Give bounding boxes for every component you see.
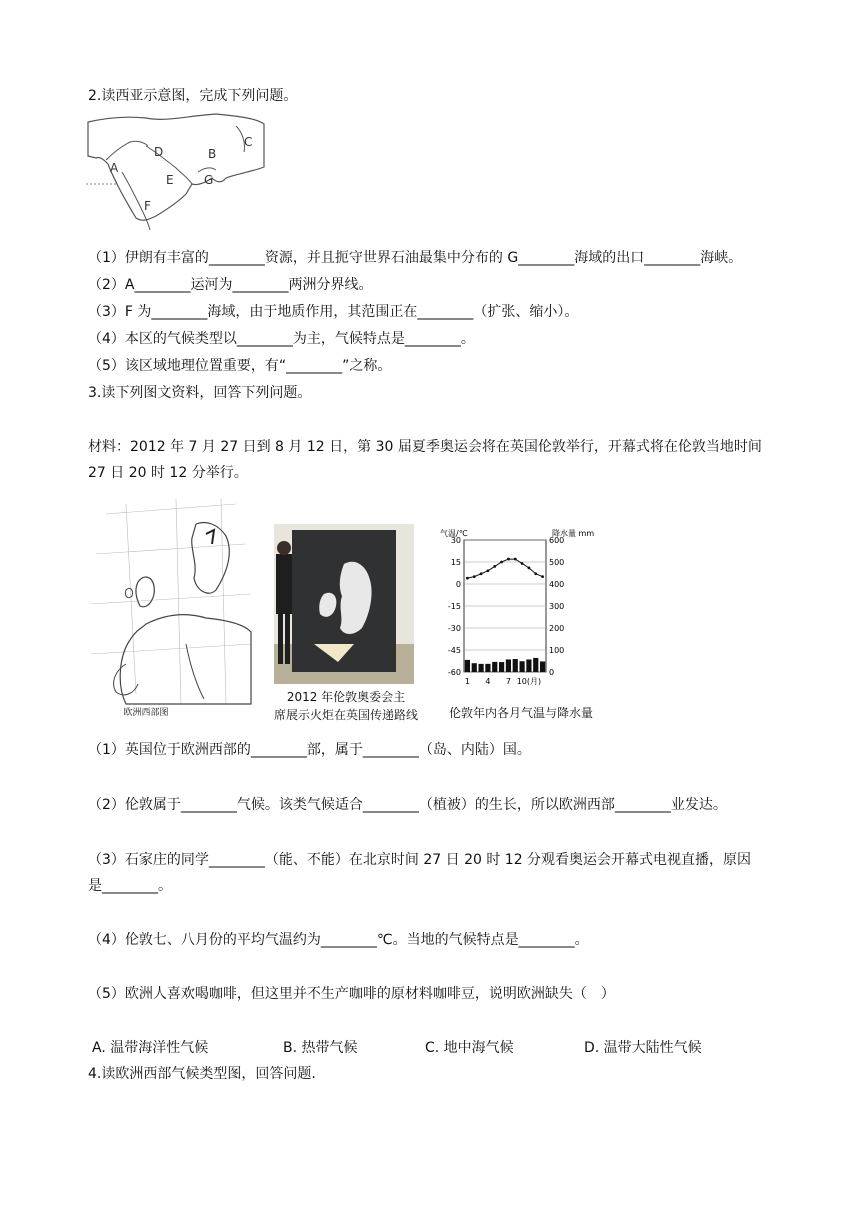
temperature-point <box>507 558 510 561</box>
precip-bar <box>485 664 490 672</box>
temperature-point <box>534 572 537 575</box>
precip-tick-label: 200 <box>549 624 565 633</box>
map-letter-e: E <box>166 173 174 187</box>
q2-item-5: （5）该区域地理位置重要，有“________”之称。 <box>88 358 392 374</box>
temperature-point <box>493 565 496 568</box>
month-tick-label: 10(月) <box>516 677 542 686</box>
month-tick-label: 4 <box>485 677 491 686</box>
precip-bar <box>472 663 477 672</box>
option-a[interactable]: A. 温带海洋性气候 <box>92 1040 209 1056</box>
temp-axis-label: 气温/℃ <box>440 529 468 538</box>
precip-bar <box>540 661 545 672</box>
precip-bar <box>526 659 531 672</box>
torch-caption-line-1: 2012 年伦敦奥委会主 <box>286 690 406 704</box>
western-europe-map <box>86 494 254 724</box>
precip-bar <box>499 662 504 672</box>
temp-tick-label: 30 <box>450 536 461 545</box>
precip-axis-label: 降水量 mm <box>552 529 595 538</box>
map-letter-c: C <box>244 135 253 149</box>
precip-bar <box>492 662 497 672</box>
precip-bar <box>519 661 524 672</box>
temp-tick-label: -15 <box>447 602 461 611</box>
temperature-point <box>541 575 544 578</box>
precip-bar <box>506 659 511 672</box>
q3-item-3: （3）石家庄的同学________（能、不能）在北京时间 27 日 20 时 12 分观看奥运会开幕式电视直播，原因 <box>88 852 752 868</box>
q3-material-line-1: 材料：2012 年 7 月 27 日到 8 月 12 日，第 30 届夏季奥运会将在英国伦敦举行，开幕式将在伦敦当地时间 <box>88 439 762 455</box>
precip-tick-label: 300 <box>549 602 565 611</box>
q3-item-1: （1）英国位于欧洲西部的________部，属于________（岛、内陆）国。 <box>88 742 531 758</box>
torch-caption-line-2: 席展示火炬在英国传递路线 <box>273 708 418 722</box>
precip-tick-label: 100 <box>549 646 565 655</box>
europe-map-caption: 欧洲西部图 <box>123 708 169 718</box>
temperature-point <box>528 566 531 569</box>
west-asia-map <box>86 112 266 242</box>
temp-tick-label: -45 <box>447 646 461 655</box>
q3-item-4: （4）伦敦七、八月份的平均气温约为________℃。当地的气候特点是________。 <box>88 932 589 948</box>
option-d[interactable]: D. 温带大陆性气候 <box>584 1040 702 1056</box>
temperature-point <box>473 575 476 578</box>
map-letter-b: B <box>208 147 217 161</box>
q3-item-3-cont: 是________。 <box>88 878 172 894</box>
torch-route-photo <box>274 524 414 684</box>
option-c[interactable]: C. 地中海气候 <box>425 1040 514 1056</box>
temperature-point <box>480 572 483 575</box>
precip-tick-label: 600 <box>549 536 565 545</box>
temperature-point <box>487 569 490 572</box>
q2-title: 2.读西亚示意图，完成下列问题。 <box>88 88 298 104</box>
climate-chart-caption: 伦敦年内各月气温与降水量 <box>448 706 593 720</box>
precip-bar <box>478 664 483 672</box>
q2-item-4: （4）本区的气候类型以________为主，气候特点是________。 <box>88 331 475 347</box>
precip-bar <box>513 659 518 672</box>
temperature-point <box>500 561 503 564</box>
q3-material-line-2: 27 日 20 时 12 分举行。 <box>88 465 248 481</box>
q4-title: 4.读欧洲西部气候类型图，回答问题. <box>88 1066 316 1082</box>
month-tick-label: 1 <box>464 677 470 686</box>
option-b[interactable]: B. 热带气候 <box>283 1040 358 1056</box>
map-letter-f: F <box>144 199 151 213</box>
precip-bar <box>533 658 538 672</box>
map-letter-g: G <box>204 173 214 187</box>
q3-title: 3.读下列图文资料，回答下列问题。 <box>88 385 312 401</box>
q3-item-5: （5）欧洲人喜欢喝咖啡，但这里并不生产咖啡的原材料咖啡豆，说明欧洲缺失（ ） <box>88 986 615 1002</box>
temp-tick-label: -30 <box>447 624 461 633</box>
precip-tick-label: 400 <box>549 580 565 589</box>
q2-item-3: （3）F 为________海域，由于地质作用，其范围正在________（扩张、缩小）。 <box>88 304 579 320</box>
temperature-point <box>514 558 517 561</box>
temperature-point <box>521 562 524 565</box>
temp-tick-label: -60 <box>447 668 461 677</box>
q2-item-1: （1）伊朗有丰富的________资源，并且扼守世界石油最集中分布的 G________海域的出口________海峡。 <box>88 250 743 266</box>
temp-tick-label: 15 <box>450 558 461 567</box>
q3-item-2: （2）伦敦属于________气候。该类气候适合________（植被）的生长，所以欧洲西部________业发达。 <box>88 797 727 813</box>
london-climate-chart <box>436 526 596 696</box>
q2-item-2: （2）A________运河为________两洲分界线。 <box>88 277 373 293</box>
temperature-point <box>466 577 469 580</box>
month-tick-label: 7 <box>505 677 511 686</box>
temp-tick-label: 0 <box>455 580 461 589</box>
map-letter-d: D <box>154 145 164 159</box>
precip-tick-label: 0 <box>549 668 555 677</box>
map-letter-a: A <box>110 161 119 175</box>
precip-bar <box>465 660 470 672</box>
precip-tick-label: 500 <box>549 558 565 567</box>
